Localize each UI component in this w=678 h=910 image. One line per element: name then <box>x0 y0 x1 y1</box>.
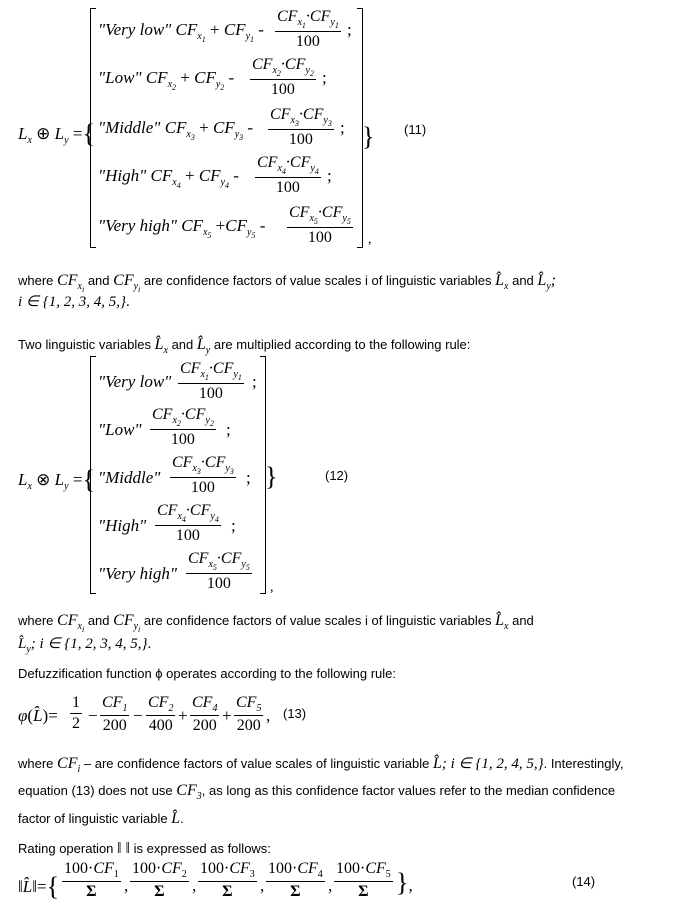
eq11-row-5: "Very high" $CF_{x_5} +CF_{y_5}$ - <box>98 216 266 240</box>
eq14-lhs: ‖L̂‖={ <box>18 872 60 901</box>
eq12-frac-5: $CF_{x_5}\cdot CF_{y_5}$ 100 <box>188 550 250 592</box>
eq11-left-bracket <box>90 8 96 248</box>
eq11-frac-1: $CF_{x_1}\cdot CF_{y_1}$ 100 <box>277 8 339 50</box>
eq14-frac-3: $100\cdot CF_3$ Σ <box>200 860 255 900</box>
eq12-semi-4: ; <box>231 516 236 535</box>
where2-line: where $CF_{x_i}$ and $CF_{y_i}$ are confidence factors of value scales i of linguistic variables $L̂_x$ and <box>18 612 534 634</box>
eq11-semi-3: ; <box>340 118 345 137</box>
eq11-semi-4: ; <box>327 166 332 185</box>
eq11-row-4: "High" $CF_{x_4} + CF_{y_4}$ - <box>98 166 239 190</box>
eq13-frac-3: $CF_4$ 200 <box>192 694 218 734</box>
eq12-frac-4: $CF_{x_4}\cdot CF_{y_4}$ 100 <box>157 502 219 544</box>
eq13-frac-4: $CF_5$ 200 <box>236 694 262 734</box>
eq14-number: (14) <box>572 874 596 889</box>
eq11-frac-2: $CF_{x_2}\cdot CF_{y_2}$ 100 <box>252 56 314 98</box>
eq11-number: (11) <box>404 122 427 137</box>
eq14-frac-4: $100\cdot CF_4$ Σ <box>268 860 323 900</box>
eq11-frac-5: $CF_{x_5}\cdot CF_{y_5}$ 100 <box>289 204 351 246</box>
eq12-left-bracket <box>90 356 96 594</box>
eq11-right-brace: } <box>362 122 375 151</box>
eq11-comma: , <box>368 232 372 247</box>
defuzz-intro: Defuzzification function ϕ operates according to the following rule: <box>18 666 396 681</box>
eq14-frac-1: $100\cdot CF_1$ Σ <box>64 860 119 900</box>
eq13-frac-1: $CF_1$ 200 <box>102 694 128 734</box>
eq11-row-2: "Low" $CF_{x_2} + CF_{y_2}$ - <box>98 68 235 92</box>
eq13-half: 1 2 <box>72 694 80 732</box>
eq12-semi-3: ; <box>246 468 251 487</box>
eq12-row-5: "Very high" <box>98 564 177 583</box>
eq14-frac-2: $100\cdot CF_2$ Σ <box>132 860 187 900</box>
eq12-frac-1: $CF_{x_1}\cdot CF_{y_1}$ 100 <box>180 360 242 402</box>
eq13-number: (13) <box>283 706 307 721</box>
eq12-semi-2: ; <box>226 420 231 439</box>
eq12-frac-3: $CF_{x_3}\cdot CF_{y_3}$ 100 <box>172 454 234 496</box>
eq12-row-3: "Middle" <box>98 468 161 487</box>
eq11-frac-4: $CF_{x_4}\cdot CF_{y_4}$ 100 <box>257 154 319 196</box>
eq13-frac-2: $CF_2$ 400 <box>148 694 174 734</box>
mult-intro: Two linguistic variables $L̂_x$ and $L̂_y$ are multiplied according to the following rule: <box>18 336 471 356</box>
eq12-number: (12) <box>325 468 349 483</box>
rating-intro: Rating operation ‖ ‖ is expressed as follows: <box>18 840 271 857</box>
eq12-semi-1: ; <box>252 372 257 391</box>
where1-line: where $CF_{x_i}$ and $CF_{y_i}$ are confidence factors of value scales i of linguistic variables $L̂_x$ and $L̂_y$; <box>18 272 557 294</box>
eq12-right-brace: } <box>265 462 278 491</box>
eq12-lhs: $L_x$ ⊗ $L_y$ ={ <box>18 465 95 494</box>
eq11-row-1: "Very low" $CF_{x_1} + CF_{y_1}$ - <box>98 20 264 44</box>
where2-set: $L̂_y$; i ∈ {1, 2, 3, 4, 5,}. <box>18 636 152 655</box>
eq14-frac-5: $100\cdot CF_5$ Σ <box>336 860 391 900</box>
where3-line3: factor of linguistic variable L̂. <box>18 810 184 827</box>
where3-line1: where $CF_i$ – are confidence factors of value scales of linguistic variable L̂; i ∈ {1, 2, 4, 5,}. Interestingly, <box>18 755 624 775</box>
eq12-row-1: "Very low" <box>98 372 172 391</box>
eq11-semi-1: ; <box>347 20 352 39</box>
eq11-row-3: "Middle" $CF_{x_3} + CF_{y_3}$ - <box>98 118 254 142</box>
eq11-lhs: $L_x$ ⊕ $L_y$ ={ <box>18 119 95 148</box>
eq12-frac-2: $CF_{x_2}\cdot CF_{y_2}$ 100 <box>152 406 214 448</box>
eq12-row-4: "High" <box>98 516 147 535</box>
where1-set: i ∈ {1, 2, 3, 4, 5,}. <box>18 294 130 310</box>
eq11-frac-3: $CF_{x_3}\cdot CF_{y_3}$ 100 <box>270 106 332 148</box>
eq13-lhs: φ(L̂)= <box>18 706 58 725</box>
eq11-semi-2: ; <box>322 68 327 87</box>
eq12-comma: , <box>270 580 274 595</box>
eq12-row-2: "Low" <box>98 420 142 439</box>
where3-line2: equation (13) does not use $CF_3$, as long as this confidence factor values refer to the median confidence <box>18 782 616 802</box>
